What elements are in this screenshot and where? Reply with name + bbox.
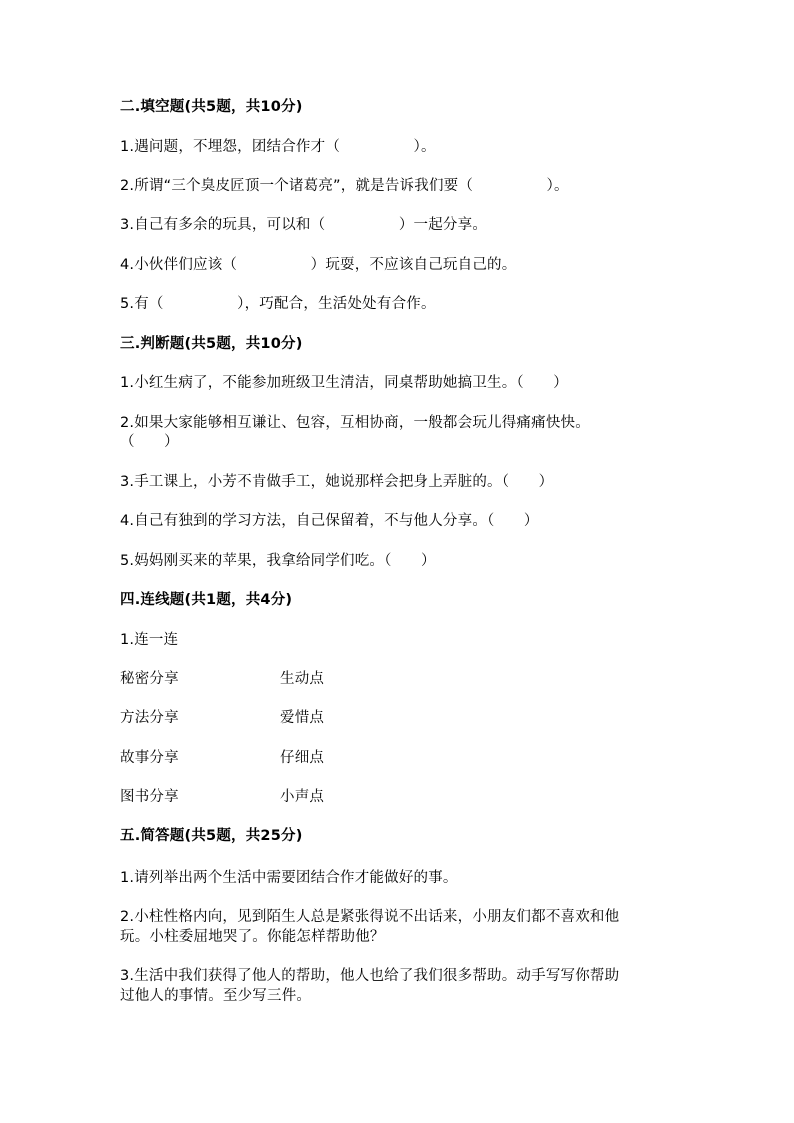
section-heading-matching: 四.连线题(共1题，共4分): [120, 592, 293, 608]
question-item: 3.手工课上，小芳不肯做手工，她说那样会把身上弄脏的。（ ）: [120, 474, 554, 490]
question-item: 2.小柱性格内向，见到陌生人总是紧张得说不出话来，小朋友们都不喜欢和他: [120, 909, 620, 925]
match-right-item: 生动点: [280, 671, 325, 687]
match-left-item: 秘密分享: [120, 671, 179, 687]
question-item: 2.如果大家能够相互谦让、包容，互相协商，一般都会玩儿得痛痛快快。: [120, 415, 590, 431]
question-item-continuation: （ ）: [120, 434, 179, 450]
question-item-continuation: 过他人的事情。至少写三件。: [120, 988, 312, 1004]
question-item: 3.自己有多余的玩具，可以和（ ）一起分享。: [120, 217, 488, 233]
question-item: 4.小伙伴们应该（ ）玩耍，不应该自己玩自己的。: [120, 257, 517, 273]
section-heading-short-answer: 五.简答题(共5题，共25分): [120, 828, 303, 844]
question-item-continuation: 玩。小柱委屈地哭了。你能怎样帮助他？: [120, 929, 385, 945]
question-item: 5.有（ ），巧配合，生活处处有合作。: [120, 296, 436, 312]
match-left-item: 方法分享: [120, 710, 179, 726]
question-item: 1.请列举出两个生活中需要团结合作才能做好的事。: [120, 870, 458, 886]
match-right-item: 爱惜点: [280, 710, 325, 726]
question-item: 1.遇问题，不埋怨，团结合作才（ ）。: [120, 139, 436, 155]
match-left-item: 图书分享: [120, 789, 179, 805]
question-item: 1.小红生病了，不能参加班级卫生清洁，同桌帮助她搞卫生。（ ）: [120, 375, 568, 391]
section-heading-fill-blank: 二.填空题(共5题，共10分): [120, 99, 303, 115]
match-left-item: 故事分享: [120, 750, 179, 766]
question-item: 4.自己有独到的学习方法，自己保留着，不与他人分享。（ ）: [120, 513, 539, 529]
question-item: 5.妈妈刚买来的苹果，我拿给同学们吃。（ ）: [120, 553, 436, 569]
section-heading-judgment: 三.判断题(共5题，共10分): [120, 336, 303, 352]
question-item: 2.所谓“三个臭皮匠顶一个诸葛亮”，就是告诉我们要（ ）。: [120, 178, 569, 194]
match-right-item: 仔细点: [280, 750, 325, 766]
match-right-item: 小声点: [280, 789, 325, 805]
question-item: 3.生活中我们获得了他人的帮助，他人也给了我们很多帮助。动手写写你帮助: [120, 968, 620, 984]
question-item: 1.连一连: [120, 632, 179, 648]
